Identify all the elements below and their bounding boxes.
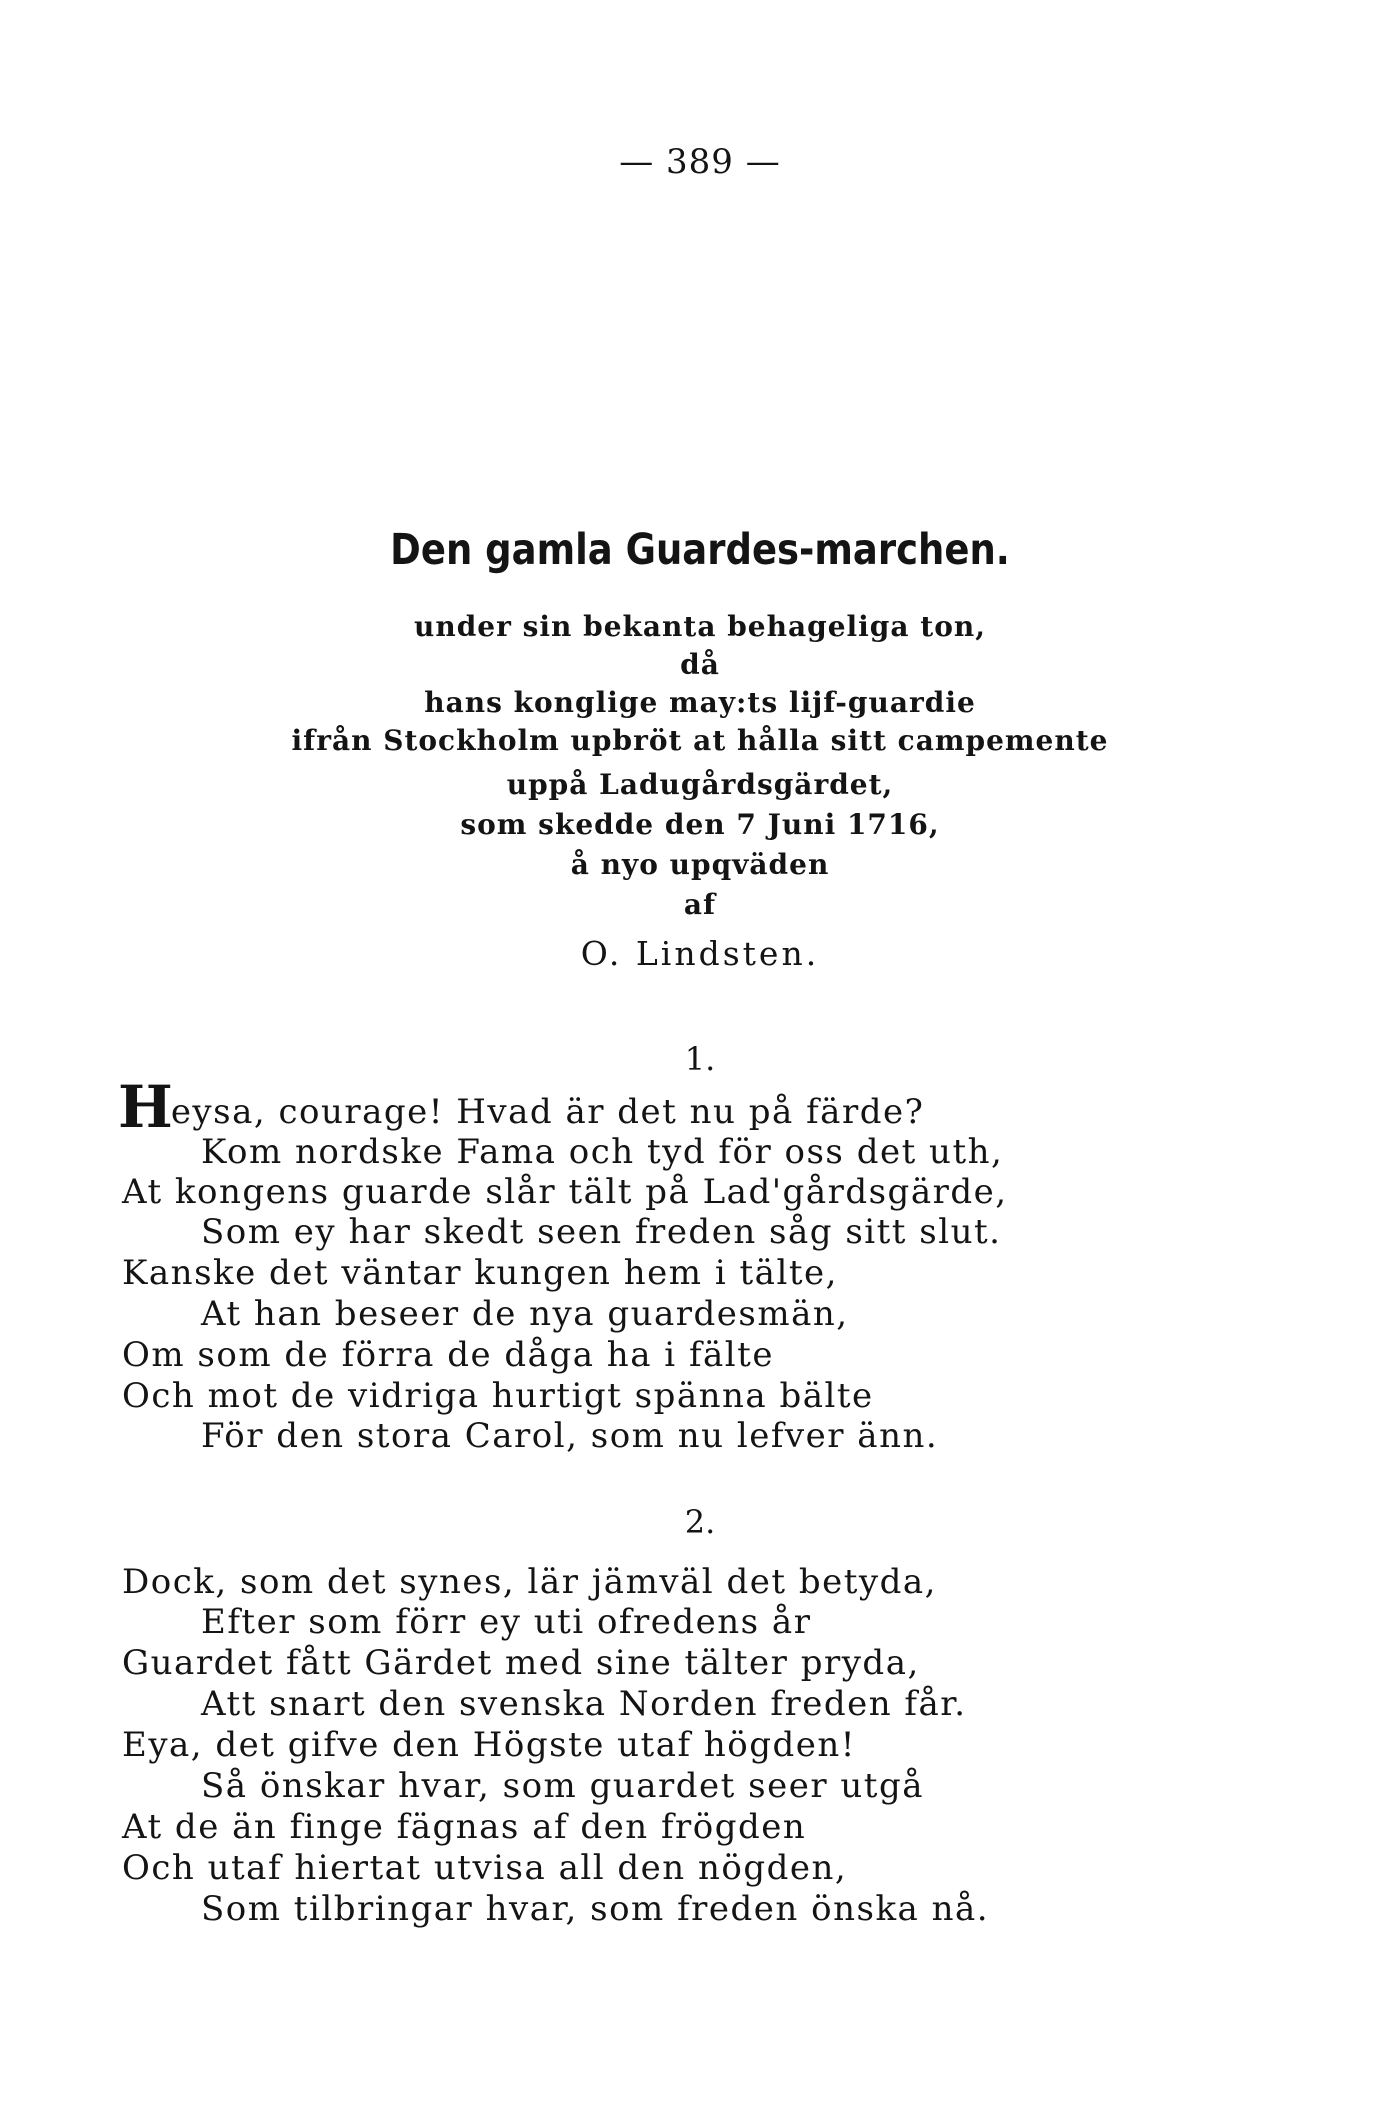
- subtitle-line: som skedde den 7 Juni 1716,: [460, 808, 940, 841]
- verse-line: Dock, som det synes, lär jämväl det betyda,: [122, 1562, 937, 1602]
- subtitle-line: uppå Ladugårdsgärdet,: [506, 768, 894, 801]
- page-number: — 389 —: [619, 142, 781, 182]
- verse-line: Och utaf hiertat utvisa all den nögden,: [122, 1848, 848, 1888]
- verse-line: At kongens guarde slår tält på Lad'gårdsgärde,: [122, 1172, 1008, 1212]
- stanza-number: 2.: [684, 1503, 716, 1541]
- verse-line: Som tilbringar hvar, som freden önska nå.: [201, 1889, 990, 1929]
- verse-line-text: eysa, courage! Hvad är det nu på färde?: [170, 1092, 925, 1132]
- verse-line: Att snart den svenska Norden freden får.: [201, 1684, 967, 1724]
- subtitle-line: å nyo upqväden: [570, 848, 830, 881]
- verse-line: Guardet fått Gärdet med sine tälter pryda,: [122, 1643, 920, 1683]
- subtitle-line: af: [683, 888, 717, 921]
- author-name: O. Lindsten.: [580, 934, 820, 973]
- verse-line: Om som de förra de dåga ha i fälte: [122, 1335, 774, 1375]
- stanza-number: 1.: [684, 1040, 716, 1078]
- verse-line: At han beseer de nya guardesmän,: [201, 1294, 849, 1334]
- verse-line: Som ey har skedt seen freden såg sitt slut.: [201, 1212, 1002, 1252]
- verse-line: At de än finge fägnas af den frögden: [122, 1807, 807, 1847]
- verse-line: Så önskar hvar, som guardet seer utgå: [201, 1766, 924, 1806]
- subtitle-line: då: [680, 648, 720, 681]
- subtitle-line: ifrån Stockholm upbröt at hålla sitt campemente: [291, 724, 1109, 757]
- verse-line: Kanske det väntar kungen hem i tälte,: [122, 1253, 838, 1293]
- poem-title: Den gamla Guardes-marchen.: [390, 525, 1010, 575]
- verse-line: Kom nordske Fama och tyd för oss det uth,: [201, 1132, 1004, 1172]
- verse-line: För den stora Carol, som nu lefver änn.: [201, 1416, 939, 1456]
- drop-initial: H: [118, 1073, 171, 1141]
- verse-line: Eya, det gifve den Högste utaf högden!: [122, 1725, 856, 1765]
- verse-line: [118, 1073, 925, 1141]
- subtitle-line: under sin bekanta behageliga ton,: [414, 610, 986, 643]
- verse-line: Och mot de vidriga hurtigt spänna bälte: [122, 1376, 874, 1416]
- subtitle-line: hans konglige may:ts lijf-guardie: [424, 686, 976, 719]
- verse-line: Efter som förr ey uti ofredens år: [201, 1602, 812, 1642]
